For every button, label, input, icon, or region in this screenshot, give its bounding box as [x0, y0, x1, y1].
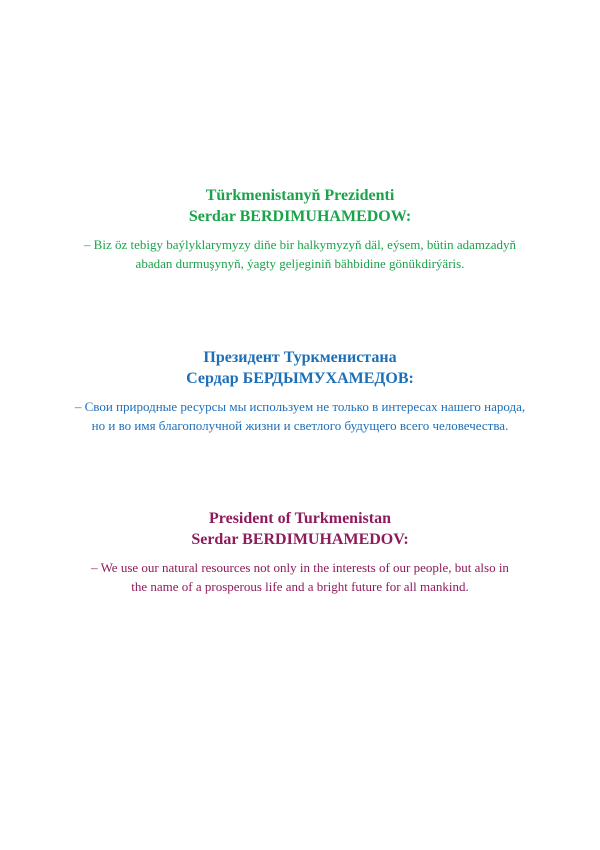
turkmen-title-line-1: Türkmenistanyň Prezidenti [205, 187, 395, 204]
english-quote-block [0, 508, 600, 596]
russian-title-line-2: Сердар БЕРДЫМУХАМЕДОВ: [186, 370, 414, 387]
turkmen-quote-line-1: – Biz öz tebigy baýlyklarymyzy diňe bir halkymyzyň däl, eýsem, bütin adamzadyň [83, 237, 517, 252]
russian-quote-line-1: – Свои природные ресурсы мы используем не только в интересах нашего народа, [74, 399, 526, 414]
english-quote [0, 558, 600, 596]
russian-quote-line-2: но и во имя благополучной жизни и светлого будущего всего человечества. [91, 418, 509, 433]
turkmen-quote-block [0, 185, 600, 273]
russian-quote-block [0, 347, 600, 435]
russian-heading [0, 347, 600, 389]
russian-quote [0, 397, 600, 435]
english-heading [0, 508, 600, 550]
turkmen-quote-line-2: abadan durmuşynyň, ýagty geljeginiň bähbidine gönükdirýäris. [135, 256, 465, 271]
english-quote-line-2: the name of a prosperous life and a bright future for all mankind. [131, 579, 469, 594]
english-quote-line-1: – We use our natural resources not only in the interests of our people, but also in [91, 560, 509, 575]
english-title-line-2: Serdar BERDIMUHAMEDOV: [191, 531, 409, 548]
english-title-line-1: President of Turkmenistan [209, 510, 391, 527]
turkmen-title-line-2: Serdar BERDIMUHAMEDOW: [188, 208, 412, 225]
turkmen-heading [0, 185, 600, 227]
turkmen-quote [0, 235, 600, 273]
russian-title-line-1: Президент Туркменистана [203, 349, 397, 366]
